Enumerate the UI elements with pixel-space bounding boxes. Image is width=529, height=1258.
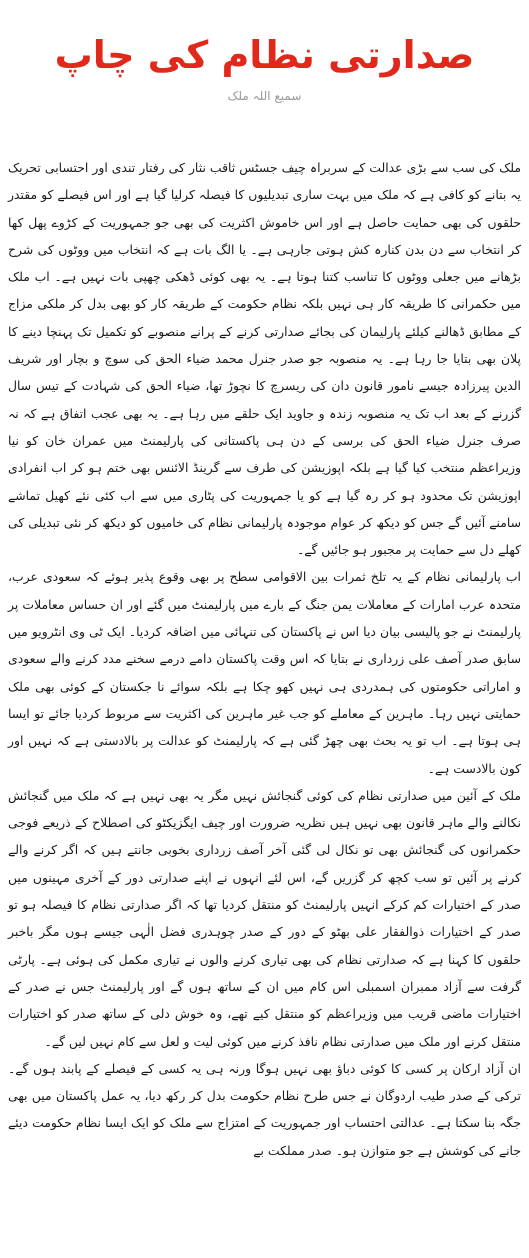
article-paragraph: اب پارلیمانی نظام کے یہ تلخ ثمرات بین الاقوامی سطح پر بھی وقوع پذیر ہوئے کہ سعودی عرب، متحدہ عرب امارات کے معاملات یمن جنگ کے بارے میں پارلیمنٹ میں گئے اور ان حساس معاملات پر پارلیمنٹ نے جو پالیسی بیان دیا اس نے پاکستان کی تنہائی میں اضافہ کردیا۔ ایک ٹی وی انٹرویو میں سابق صدر آصف علی زرداری نے بتایا کہ اس وقت پاکستان دامے درمے سخنے مدد کرنے والے سعودی و اماراتی حکومتوں کی ہمدردی ہی نہیں کھو چکا ہے بلکہ سوائے نا جکستان کے کوئی بھی ملک حمایتی نہیں رہا۔ ماہرین کے معاملے کو جب غیر ماہرین کی اکثریت سے مربوط کردیا جائے تو ایسا ہی ہوتا ہے۔ اب تو یہ بحث بھی چھڑ گئی ہے کہ پارلیمنٹ کو عدالت پر بالادستی ہے کہ نہیں اور کون بالادست ہے۔ [8, 569, 521, 776]
article-paragraph: ملک کے آئین میں صدارتی نظام کی کوئی گنجائش نہیں مگر یہ بھی نہیں ہے کہ ملک میں گنجائش نکالنے والے ماہر قانون بھی نہیں ہیں نظریہ ضرورت اور چیف ایگزیکٹو کی اصطلاح کے ذریعے فوجی حکمرانوں کی گنجائش بھی تو نکال لی گئی آخر آصف زرداری بخوبی جانتے ہیں کہ اگر کرنے والے کرنے پر آئیں تو سب کچھ کر گزریں گے، اس لئے انہوں نے اپنے صدارتی دور کے آخری مہینوں میں صدر کے اختیارات کم کرکے انہیں پارلیمنٹ کو منتقل کردیا تھا کہ اگر صدارتی نظام کا فیصلہ ہو تو صدر کے اختیارات ذوالفقار علی بھٹو کے دور کے صدر چوہدری فضل الٰہی جیسے ہوں مگر باخبر حلقوں کا کہنا ہے کہ صدارتی نظام کی بھی تیاری کرنے والوں نے تیاری مکمل کی ہوئی ہے۔ پارٹی گرفت سے آزاد ممبران اسمبلی اس کام میں ان کے ساتھ ہوں گے اور پارلیمنٹ جس نے صدر کے اختیارات ماضی قریب میں وزیراعظم کو منتقل کیے تھے، وہ خوش دلی کے ساتھ صدر کو اختیارات منتقل کرنے اور ملک میں صدارتی نظام نافذ کرنے میں کوئی لیت و لعل سے کام نہیں لیں گے۔ [8, 787, 521, 1049]
author-name: سمیع اللہ ملک [227, 89, 302, 103]
article-paragraph: ملک کی سب سے بڑی عدالت کے سربراہ چیف جسٹس ثاقب نثار کی رفتار تندی اور احتسابی تحریک یہ بتانے کو کافی ہے کہ ملک میں بہت ساری تبدیلیوں کا فیصلہ کرلیا گیا ہے اور اس فیصلے کو مقتدر حلقوں کی بھی حمایت حاصل ہے اور اس خاموش اکثریت کی بھی جو جمہوریت کے کڑوے پھل کھا کر انتخاب سے دن بدن کنارہ کش ہوتی جارہی ہے۔ یا الگ بات ہے کہ انتخاب میں ووٹوں کی شرح بڑھانے میں جعلی ووٹوں کا تناسب کتنا ہوتا ہے۔ یہ بھی کوئی ڈھکی چھپی بات نہیں ہے۔ اب ملک میں حکمرانی کا طریقہ کار ہی نہیں بلکہ نظام حکومت کے طریقہ کار کو بھی بدل کر ملکی مزاج کے مطابق ڈھالنے کیلئے پارلیمان کی بجائے صدارتی کرنے کے پرانے منصوبے کو تکمیل تک پہنچا دینے کا پلان بھی بتایا جا رہا ہے۔ یہ منصوبہ جو صدر جنرل محمد ضیاء الحق کی سوچ و بچار اور شریف الدین پیرزادہ جیسے نامور قانون دان کی ریسرچ کا نچوڑ تھا، ضیاء الحق کی شہادت کے تیس سال گزرنے کے بعد اب تک یہ منصوبہ زندہ و جاوید ایک حلقے میں رہا ہے۔ یہ بھی عجب اتفاق ہے کہ نہ صرف جنرل ضیاء الحق کی برسی کے دن ہی پاکستانی کی پارلیمنٹ میں عمران خان کو نیا وزیراعظم منتخب کیا گیا ہے بلکہ اپوزیشن کی طرف سے گرینڈ الائنس بھی ختم ہو کر اب انفرادی اپوزیشن تک محدود ہو کر رہ گیا ہے کو یا جمہوریت کی پٹاری میں سے اب کئی نئے کھیل تماشے سامنے آئیں گے جس کو دیکھ کر عوام موجودہ پارلیمانی نظام کی خامیوں کو دیکھ کر نئی تبدیلی کی کھلے دل سے حمایت پر مجبور ہو جائیں گے۔ [8, 160, 521, 558]
article-paragraph: ان آزاد ارکان پر کسی کا کوئی دباؤ بھی نہیں ہوگا ورنہ ہی یہ کسی کے فیصلے کے پابند ہوں گے۔ ترکی کے صدر طیب اردوگان نے جس طرح نظام حکومت بدل کر رکھ دیا، یہ عمل پاکستان میں بھی جگہ بنا سکتا ہے۔ عدالتی احتساب اور جمہوریت کے امتزاج سے ملک کو ایک ایسا نظام حکومت دیئے جانے کی کوشش ہے جو متوازن ہو۔ صدر مملکت بے [8, 1060, 521, 1158]
article-title: صدارتی نظام کی چاپ [54, 33, 475, 77]
article-body [8, 154, 521, 1164]
